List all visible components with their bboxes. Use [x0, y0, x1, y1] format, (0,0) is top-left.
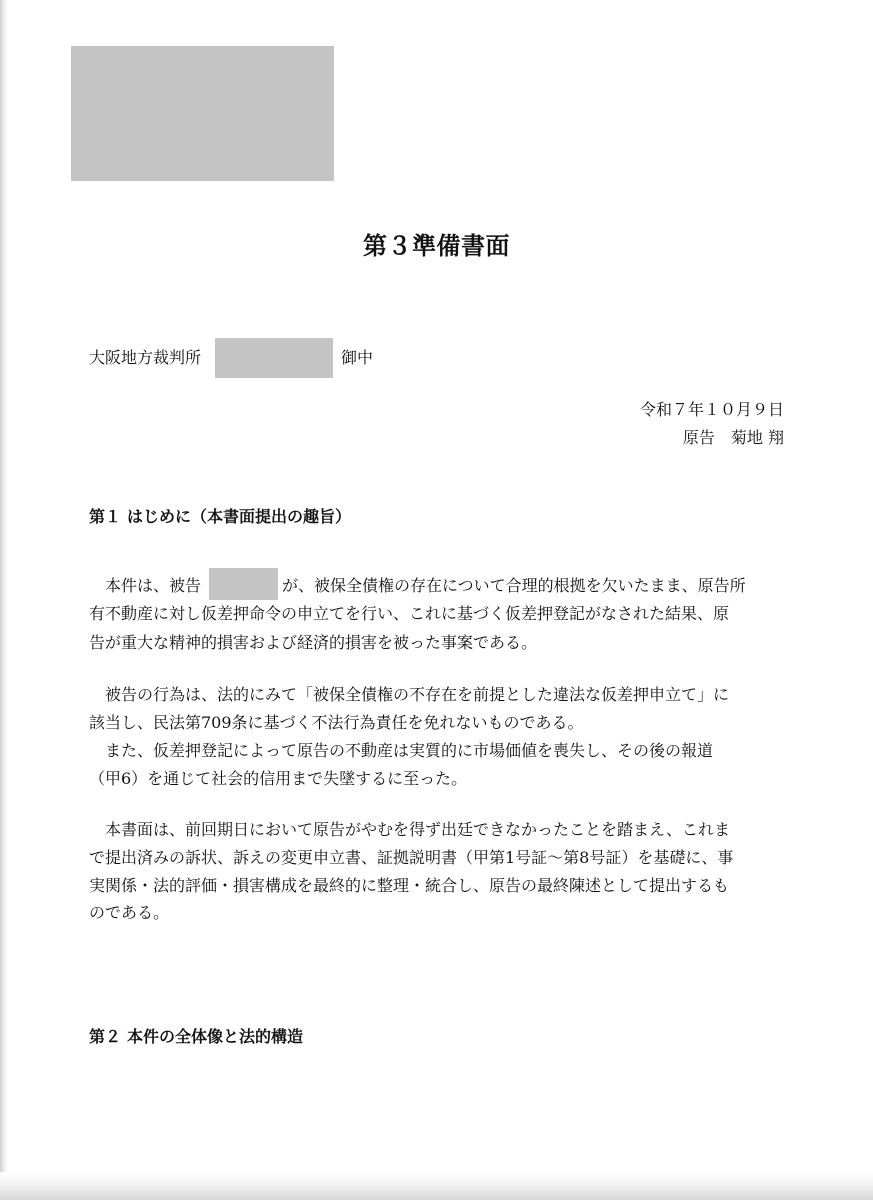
paragraph-line: 被告の行為は、法的にみて「被保全債権の不存在を前提とした違法な仮差押申立て」に	[105, 685, 730, 704]
paragraph-line: 実関係・法的評価・損害構成を最終的に整理・統合し、原告の最終陳述として提出するも	[89, 876, 730, 895]
section-number: 第１	[89, 507, 122, 526]
paragraph-line: 本件は、被告	[105, 576, 202, 595]
paragraph-line: のである。	[89, 903, 170, 922]
redaction-block-defendant	[209, 568, 278, 600]
plaintiff-name: 原告 菊地 翔	[682, 428, 784, 447]
redaction-block-court-division	[215, 338, 333, 378]
page-bottom-shadow	[0, 1172, 873, 1200]
paragraph-line: 有不動産に対し仮差押命令の申立てを行い、これに基づく仮差押登記がなされた結果、原	[89, 604, 730, 623]
paragraph-line: が、被保全債権の存在について合理的根拠を欠いたまま、原告所	[282, 576, 746, 595]
paragraph-line: 該当し、民法第709条に基づく不法行為責任を免れないものである。	[89, 713, 584, 732]
paragraph-line: （甲6）を通じて社会的信用まで失墜するに至った。	[89, 769, 468, 788]
court-name: 大阪地方裁判所	[89, 348, 202, 367]
paragraph-line: 本書面は、前回期日において原告がやむを得ず出廷できなかったことを踏まえ、これま	[105, 820, 730, 839]
section-heading-1	[89, 504, 351, 527]
section-number: 第２	[89, 1027, 122, 1046]
section-heading-2	[89, 1024, 303, 1047]
redaction-block-header	[71, 46, 334, 181]
document-title: 第３準備書面	[363, 231, 510, 260]
paragraph-line: また、仮差押登記によって原告の不動産は実質的に市場価値を喪失し、その後の報道	[105, 741, 714, 760]
section-heading-text: 本件の全体像と法的構造	[127, 1027, 304, 1046]
section-heading-text: はじめに（本書面提出の趣旨）	[127, 507, 352, 526]
court-suffix: 御中	[341, 348, 374, 367]
document-date: 令和７年１０月９日	[639, 400, 784, 419]
paragraph-line: 告が重大な精神的損害および経済的損害を被った事案である。	[89, 633, 538, 652]
paragraph-line: で提出済みの訴状、訴えの変更申立書、証拠説明書（甲第1号証～第8号証）を基礎に、事	[89, 848, 734, 867]
page-edge-shadow	[0, 0, 8, 1200]
